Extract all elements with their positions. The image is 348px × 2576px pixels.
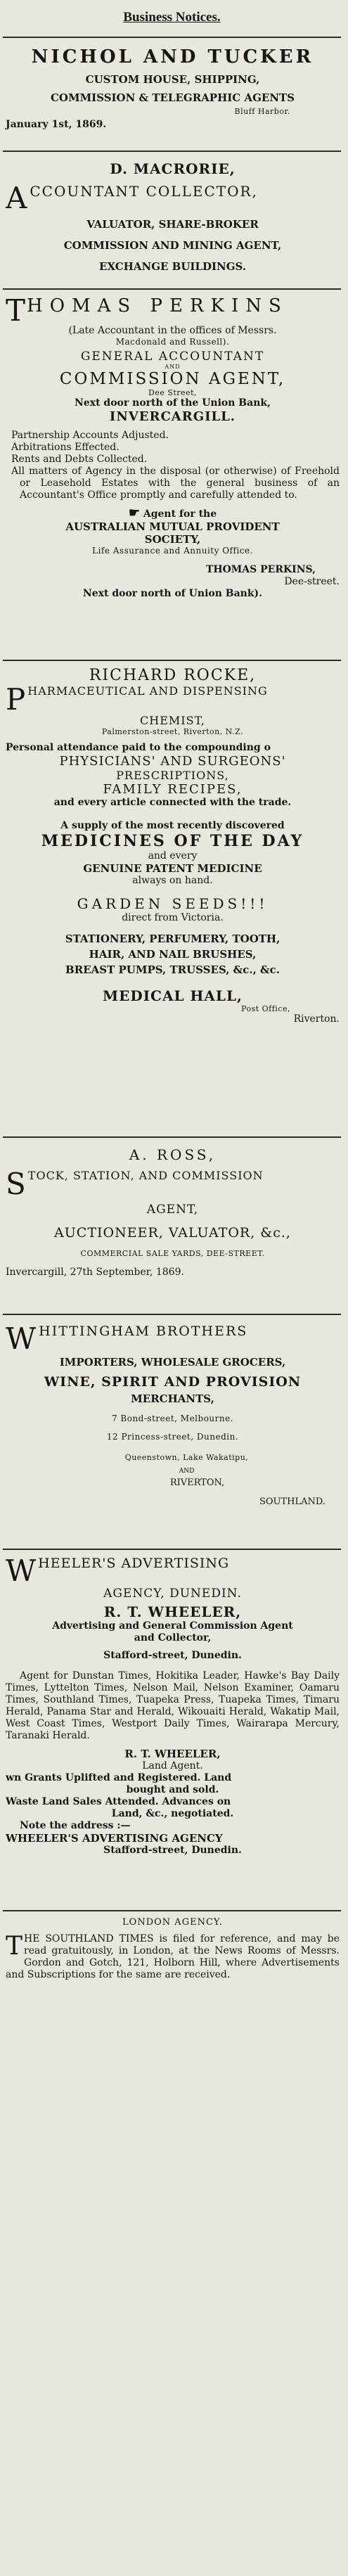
ad-name: RICHARD ROCKE,: [89, 667, 257, 684]
list-item: Arbitrations Effected.: [11, 442, 120, 453]
ad-line: COMMISSION & TELEGRAPHIC AGENTS: [50, 91, 295, 104]
ad-line: STATIONERY, PERFUMERY, TOOTH,: [65, 933, 281, 945]
drop-cap: S: [6, 1169, 27, 1198]
ad-line: bought and sold.: [126, 1784, 219, 1795]
ad-line: AUSTRALIAN MUTUAL PROVIDENT: [65, 520, 280, 533]
ad-line: Agent for the: [143, 508, 217, 520]
ad-line: GENUINE PATENT MEDICINE: [83, 862, 262, 875]
ad-title: AUCTIONEER, VALUATOR, &c.,: [54, 1225, 291, 1241]
ad-title: HEELER'S ADVERTISING: [38, 1556, 230, 1571]
ad-date: Invercargill, 27th September, 1869.: [6, 1267, 184, 1278]
ad-line: Advertising and General Commission Agent: [52, 1620, 293, 1632]
ad-paragraph: Agent for Dunstan Times, Hokitika Leader, Hawke's Bay Daily Times, Lyttelton Times, Nelson Mail, Nelson Examiner, Oamaru Times, Southland Times, Tuapeka Press, Tuapeka Times, Timaru Herald, Panama Star and Herald, Wikouaiti Herald, Wakatip Mail, West Coast Times, Westport Daily Times, Wairarapa Mercury, Taranaki Herald.: [6, 1670, 340, 1741]
ad-line: GENERAL ACCOUNTANT: [80, 350, 265, 364]
ad-title: TOCK, STATION, AND COMMISSION: [27, 1169, 264, 1182]
ad-line: COMMISSION AGENT,: [59, 370, 286, 388]
ad-address: Queenstown, Lake Wakatipu,: [124, 1453, 249, 1462]
ad-line: Macdonald and Russell).: [115, 337, 230, 347]
ad-line: Dee Street,: [148, 388, 197, 397]
ad-richard-rocke: [3, 661, 341, 1136]
pointing-hand-icon: ☛: [128, 506, 140, 520]
ad-address: 12 Princess-street, Dunedin.: [106, 1432, 239, 1442]
ad-line: MEDICAL HALL,: [102, 987, 243, 1004]
ad-title: NICHOL AND TUCKER: [31, 46, 314, 68]
ad-line: Waste Land Sales Attended. Advances on: [6, 1796, 231, 1807]
ad-thomas-perkins: [3, 290, 341, 660]
ad-line: Next door north of Union Bank).: [82, 588, 263, 599]
drop-cap: W: [6, 1324, 38, 1353]
ad-address: 7 Bond-street, Melbourne.: [111, 1414, 234, 1423]
ad-nichol-tucker: [3, 38, 341, 150]
ad-place: Bluff Harbor.: [234, 107, 290, 116]
newspaper-column: [3, 0, 341, 2576]
ad-line: (Late Accountant in the offices of Messrs.: [68, 325, 277, 336]
ad-line: Land, &c., negotiated.: [111, 1808, 234, 1819]
ad-line: EXCHANGE BUILDINGS.: [98, 260, 247, 273]
list-item: All matters of Agency in the disposal (or otherwise) of Freehold or Leasehold Estates with the general business of an Accountant's Office promptly and carefully attended to.: [11, 466, 340, 501]
ad-line: Stafford-street, Dunedin.: [103, 1845, 242, 1856]
ad-line: wn Grants Uplifted and Registered. Land: [6, 1772, 232, 1783]
ad-title: HOMAS PERKINS: [27, 295, 288, 316]
ad-london-agency: [3, 1911, 341, 1981]
ad-address: SOUTHLAND.: [259, 1497, 326, 1507]
ad-name: D. MACRORIE,: [110, 160, 236, 177]
ad-wheeler: [3, 1550, 341, 1910]
ad-a-ross: [3, 1138, 341, 1314]
drop-cap: W: [6, 1556, 37, 1585]
list-item: Partnership Accounts Adjusted.: [11, 430, 169, 441]
ad-line: and every: [148, 850, 198, 861]
ad-line: COMMISSION AND MINING AGENT,: [63, 239, 282, 252]
ad-paragraph: HE SOUTHLAND TIMES is filed for reference, and may be read gratuitously, in London, at the News Rooms of Messrs. Gordon and Gotch, 121, Holborn Hill, where Advertisements and Subscriptions for the same are received.: [6, 1933, 340, 1980]
ad-line: A supply of the most recently discovered: [60, 820, 285, 831]
drop-cap: T: [6, 1932, 23, 1961]
ad-title: CCOUNTANT COLLECTOR,: [30, 183, 258, 200]
ad-line: Post Office,: [241, 1004, 290, 1013]
ad-title: HARMACEUTICAL AND DISPENSING: [27, 684, 268, 698]
ad-line: INVERCARGILL.: [109, 409, 236, 424]
ad-line: Stafford-street, Dunedin.: [103, 1650, 242, 1661]
ad-date: January 1st, 1869.: [6, 119, 107, 130]
ad-address: RIVERTON,: [169, 1478, 225, 1488]
ad-line: PHYSICIANS' AND SURGEONS': [59, 754, 286, 769]
ad-whittingham: [3, 1315, 341, 1549]
ad-line: Next door north of the Union Bank,: [75, 397, 271, 409]
ad-line: COMMERCIAL SALE YARDS, DEE-STREET.: [80, 1249, 265, 1258]
ad-title: LONDON AGENCY.: [122, 1917, 223, 1928]
ad-line: PRESCRIPTIONS,: [116, 769, 229, 782]
drop-cap: A: [6, 183, 29, 212]
ad-line: Life Assurance and Annuity Office.: [92, 546, 253, 556]
signature-street: Dee-street.: [284, 576, 340, 587]
ad-line: direct from Victoria.: [122, 912, 224, 923]
ad-line: CUSTOM HOUSE, SHIPPING,: [85, 73, 260, 86]
ad-title: CHEMIST,: [140, 714, 205, 727]
ad-line: Note the address :—: [20, 1820, 131, 1831]
signature-name: THOMAS PERKINS,: [205, 564, 316, 575]
ad-line: FAMILY RECIPES,: [103, 782, 243, 797]
ad-line: Land Agent.: [142, 1760, 203, 1771]
ad-line: AND: [165, 364, 181, 370]
ad-line: WHEELER'S ADVERTISING AGENCY: [6, 1832, 223, 1845]
ad-name: A. ROSS,: [129, 1146, 217, 1163]
ad-line: Personal attendance paid to the compounding o: [6, 742, 271, 753]
ad-line: IMPORTERS, WHOLESALE GROCERS,: [59, 1356, 286, 1369]
ad-name: R. T. WHEELER,: [103, 1603, 242, 1620]
ad-line: GARDEN SEEDS!!!: [77, 895, 269, 912]
ad-title: AGENT,: [146, 1203, 199, 1217]
ad-title: HITTINGHAM BROTHERS: [39, 1324, 248, 1339]
ad-line: and every article connected with the trade.: [53, 797, 292, 808]
ad-line: AND: [179, 1468, 195, 1475]
ad-line: VALUATOR, SHARE-BROKER: [86, 218, 259, 231]
ad-line: HAIR, AND NAIL BRUSHES,: [89, 948, 257, 961]
drop-cap: P: [6, 684, 27, 714]
ad-macrorie: [3, 152, 341, 288]
list-item: Rents and Debts Collected.: [11, 454, 148, 465]
ad-name: R. T. WHEELER,: [124, 1748, 221, 1760]
drop-cap: T: [6, 295, 26, 325]
ad-line: Riverton.: [293, 1013, 340, 1025]
ad-line: BREAST PUMPS, TRUSSES, &c., &c.: [65, 963, 280, 976]
ad-line: WINE, SPIRIT AND PROVISION: [44, 1374, 302, 1390]
ad-line: MEDICINES OF THE DAY: [41, 832, 304, 850]
ad-line: always on hand.: [132, 875, 213, 886]
section-header: Business Notices.: [123, 10, 221, 25]
ad-line: and Collector,: [134, 1632, 212, 1643]
ad-line: SOCIETY,: [144, 533, 201, 546]
ad-address: Palmerston-street, Riverton, N.Z.: [101, 727, 244, 736]
ad-line: MERCHANTS,: [131, 1392, 214, 1405]
ad-title: AGENCY, DUNEDIN.: [103, 1587, 242, 1601]
